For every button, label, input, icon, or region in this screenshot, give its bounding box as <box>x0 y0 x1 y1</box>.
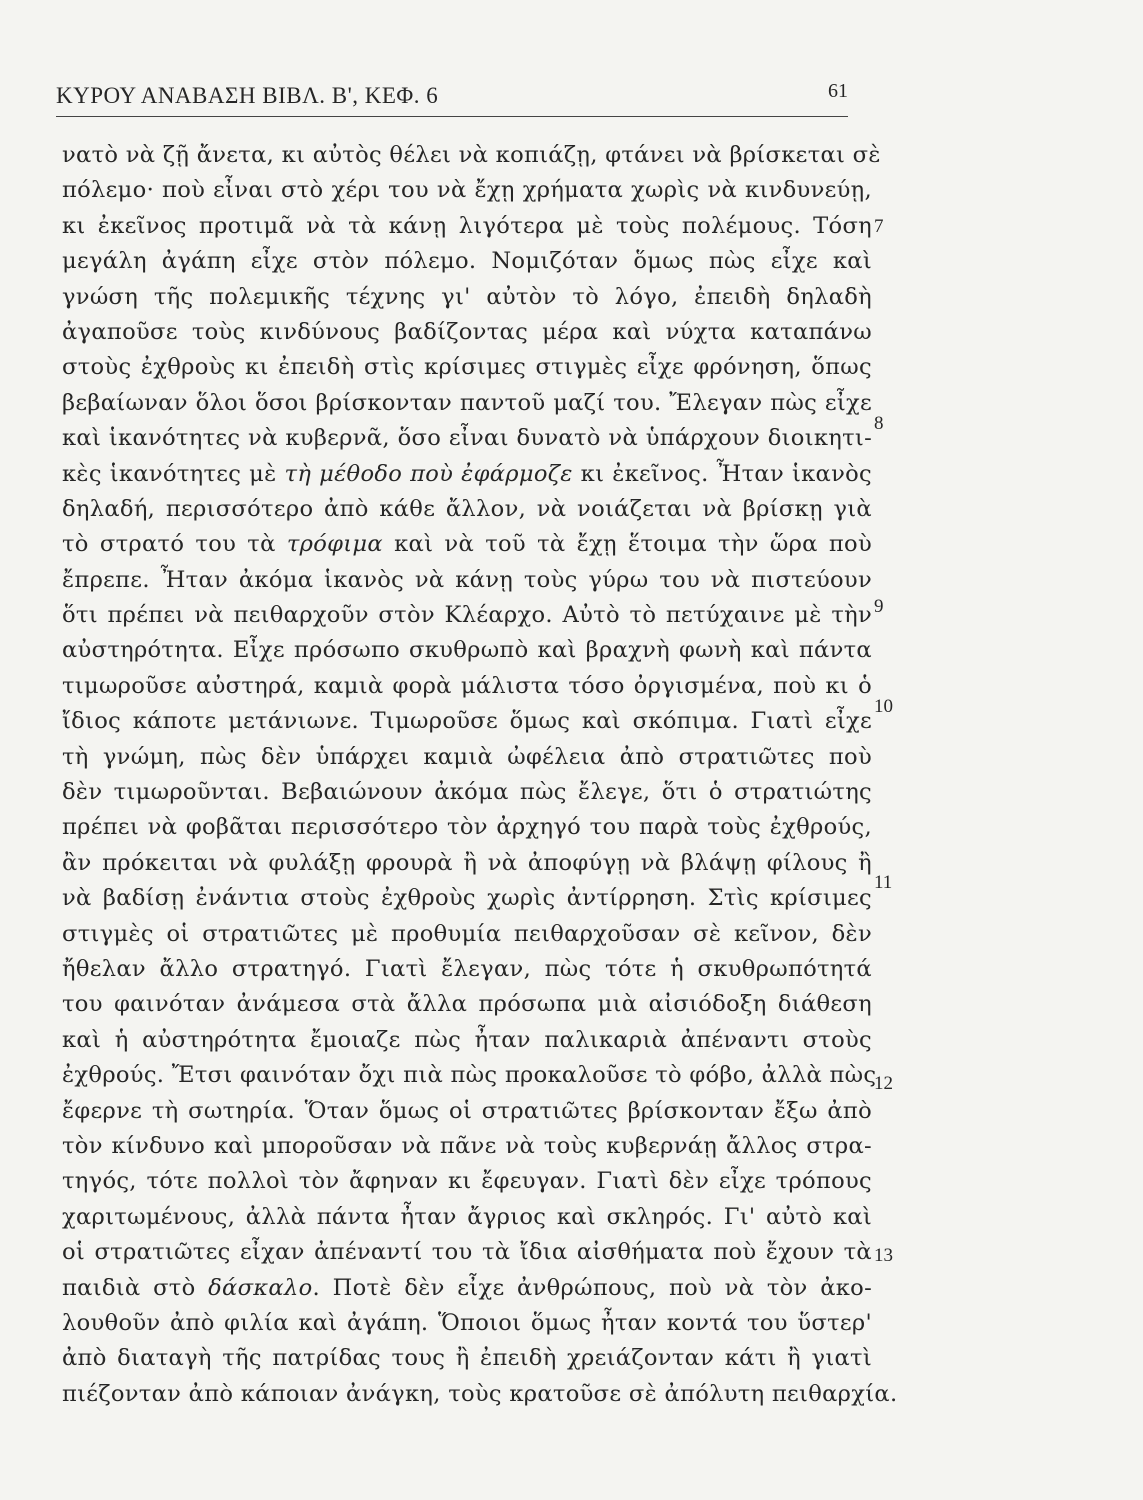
section-number: 8 <box>874 413 884 434</box>
text-line: κι ἐκεῖνος προτιμᾶ νὰ τὰ κάνῃ λιγότερα μὲ τοὺς πολέμους. Τόση <box>62 212 872 239</box>
text-line: οἱ στρατιῶτες εἶχαν ἀπέναντί του τὰ ἴδια αἰσθήματα ποὺ ἔχουν τὰ <box>62 1239 872 1266</box>
section-number: 7 <box>874 216 884 237</box>
section-number: 9 <box>874 596 884 617</box>
text-line: μεγάλη ἀγάπη εἶχε στὸν πόλεμο. Νομιζόταν ὅμως πὼς εἶχε καὶ <box>62 248 872 275</box>
text-line: του φαινόταν ἀνάμεσα στὰ ἄλλα πρόσωπα μιὰ αἰσιόδοξη διάθεση <box>62 991 872 1018</box>
text-line: ἀγαποῦσε τοὺς κινδύνους βαδίζοντας μέρα καὶ νύχτα καταπάνω <box>62 318 872 345</box>
text-line: δὲν τιμωροῦνται. Βεβαιώνουν ἀκόμα πὼς ἔλεγε, ὅτι ὁ στρατιώτης <box>62 779 872 806</box>
section-number: 12 <box>874 1073 893 1094</box>
text-line: αὐστηρότητα. Εἶχε πρόσωπο σκυθρωπὸ καὶ βραχνὴ φωνὴ καὶ πάντα <box>62 637 872 664</box>
page-header <box>56 80 848 117</box>
text-line: πιέζονταν ἀπὸ κάποιαν ἀνάγκη, τοὺς κρατοῦσε σὲ ἀπόλυτη πειθαρχία. <box>62 1380 898 1407</box>
text-line: νατὸ νὰ ζῇ ἄνετα, κι αὐτὸς θέλει νὰ κοπιάζῃ, φτάνει νὰ βρίσκεται σὲ <box>62 142 881 168</box>
section-number: 11 <box>874 872 893 893</box>
running-title: ΚΥΡΟΥ ΑΝΑΒΑΣΗ ΒΙΒΛ. Β', ΚΕΦ. 6 <box>56 83 439 108</box>
text-line: πρέπει νὰ φοβᾶται περισσότερο τὸν ἀρχηγό του παρὰ τοὺς ἐχθρούς, <box>62 814 872 841</box>
text-line: καὶ ἱκανότητες νὰ κυβερνᾶ, ὅσο εἶναι δυνατὸ νὰ ὑπάρχουν διοικητι- <box>62 425 872 452</box>
text-line: δηλαδή, περισσότερο ἀπὸ κάθε ἄλλον, νὰ νοιάζεται νὰ βρίσκῃ γιὰ <box>62 495 872 522</box>
text-line: ὅτι πρέπει νὰ πειθαρχοῦν στὸν Κλέαρχο. Αὐτὸ τὸ πετύχαινε μὲ τὴν <box>62 602 872 629</box>
section-number: 10 <box>874 696 893 717</box>
text-line: χαριτωμένους, ἀλλὰ πάντα ἦταν ἄγριος καὶ σκληρός. Γι' αὐτὸ καὶ <box>62 1203 872 1230</box>
text-line: στοὺς ἐχθροὺς κι ἐπειδὴ στὶς κρίσιμες στιγμὲς εἶχε φρόνηση, ὅπως <box>62 354 872 381</box>
text-line: ἐχθρούς. Ἔτσι φαινόταν ὄχι πιὰ πὼς προκαλοῦσε τὸ φόβο, ἀλλὰ πὼς <box>62 1062 877 1089</box>
text-line: τὸ στρατό του τὰ τρόφιμα καὶ νὰ τοῦ τὰ ἔχῃ ἕτοιμα τὴν ὥρα ποὺ <box>62 531 872 558</box>
text-line: πόλεμο· ποὺ εἶναι στὸ χέρι του νὰ ἔχῃ χρήματα χωρὶς νὰ κινδυνεύῃ, <box>62 177 872 204</box>
text-line: ἔπρεπε. Ἦταν ἀκόμα ἱκανὸς νὰ κάνῃ τοὺς γύρω του νὰ πιστεύουν <box>62 566 872 593</box>
text-line: ἔφερνε τὴ σωτηρία. Ὅταν ὅμως οἱ στρατιῶτες βρίσκονταν ἔξω ἀπὸ <box>62 1097 872 1124</box>
text-line: τὸν κίνδυνο καὶ μποροῦσαν νὰ πᾶνε νὰ τοὺς κυβερνάῃ ἄλλος στρα- <box>62 1132 872 1159</box>
text-line: καὶ ἡ αὐστηρότητα ἔμοιαζε πὼς ἦταν παλικαριὰ ἀπέναντι στοὺς <box>62 1026 872 1053</box>
text-line: παιδιὰ στὸ δάσκαλο. Ποτὲ δὲν εἶχε ἀνθρώπους, ποὺ νὰ τὸν ἀκο- <box>62 1274 873 1301</box>
text-line: ἴδιος κάποτε μετάνιωνε. Τιμωροῦσε ὅμως καὶ σκόπιμα. Γιατὶ εἶχε <box>62 708 872 735</box>
text-line: τὴ γνώμη, πὼς δὲν ὑπάρχει καμιὰ ὠφέλεια ἀπὸ στρατιῶτες ποὺ <box>62 743 872 770</box>
section-number: 13 <box>874 1245 893 1266</box>
page-number: 61 <box>828 80 848 102</box>
text-line: νὰ βαδίσῃ ἐνάντια στοὺς ἐχθροὺς χωρὶς ἀντίρρηση. Στὶς κρίσιμες <box>62 885 872 912</box>
text-line: ἂν πρόκειται νὰ φυλάξῃ φρουρὰ ἢ νὰ ἀποφύγῃ νὰ βλάψῃ φίλους ἢ <box>62 849 872 876</box>
text-line: γνώση τῆς πολεμικῆς τέχνης γι' αὐτὸν τὸ λόγο, ἐπειδὴ δηλαδὴ <box>62 283 872 310</box>
text-line: λουθοῦν ἀπὸ φιλία καὶ ἀγάπη. Ὅποιοι ὅμως ἦταν κοντά του ὕστερ' <box>62 1309 872 1336</box>
text-line: τηγός, τότε πολλοὶ τὸν ἄφηναν κι ἔφευγαν. Γιατὶ δὲν εἶχε τρόπους <box>62 1168 872 1195</box>
text-line: βεβαίωναν ὅλοι ὅσοι βρίσκονταν παντοῦ μαζί του. Ἔλεγαν πὼς εἶχε <box>62 389 872 416</box>
text-line: ἀπὸ διαταγὴ τῆς πατρίδας τους ἢ ἐπειδὴ χρειάζονταν κάτι ἢ γιατὶ <box>62 1345 872 1372</box>
text-line: στιγμὲς οἱ στρατιῶτες μὲ προθυμία πειθαρχοῦσαν σὲ κεῖνον, δὲν <box>62 920 872 947</box>
text-line: κὲς ἱκανότητες μὲ τὴ μέθοδο ποὺ ἐφάρμοζε κι ἐκεῖνος. Ἦταν ἱκανὸς <box>62 460 873 487</box>
text-line: τιμωροῦσε αὐστηρά, καμιὰ φορὰ μάλιστα τόσο ὀργισμένα, ποὺ κι ὁ <box>62 672 872 699</box>
text-line: ἤθελαν ἄλλο στρατηγό. Γιατὶ ἔλεγαν, πὼς τότε ἡ σκυθρωπότητά <box>62 955 872 982</box>
